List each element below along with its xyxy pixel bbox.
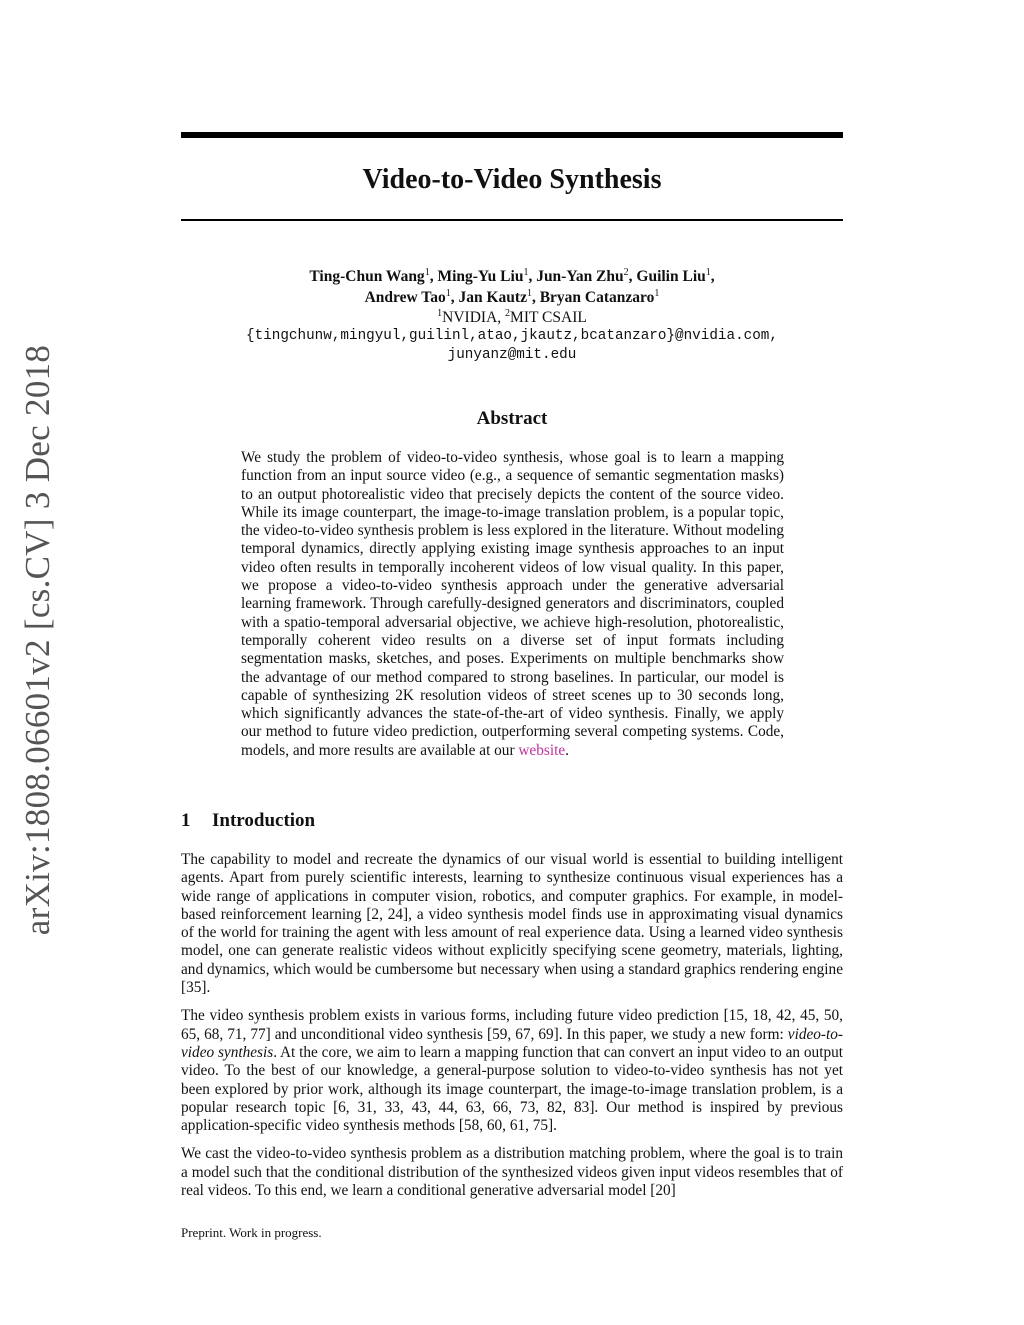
author-name: Guilin Liu [636, 268, 706, 285]
introduction-body [181, 851, 843, 1210]
author-name: Jun-Yan Zhu [536, 268, 624, 285]
author-name: Jan Kautz [458, 289, 527, 306]
email-line-2: junyanz@mit.edu [447, 347, 577, 363]
author-name: Bryan Catanzaro [539, 289, 655, 306]
title-rule-top [181, 132, 843, 138]
author-line-2: Andrew Tao$^1$, Jan Kautz$^1$, Bryan Catanzaro$^1$ [364, 287, 660, 306]
paper-title: Video-to-Video Synthesis [362, 164, 662, 195]
author-affiliation-mark: 1 [705, 266, 711, 278]
author-line-1: Ting-Chun Wang$^1$, Ming-Yu Liu$^1$, Jun-Yan Zhu$^2$, Guilin Liu$^1$, [309, 266, 715, 285]
affiliation-mark: 1 [437, 307, 443, 319]
website-link[interactable]: website [518, 741, 566, 759]
affiliation-nvidia: NVIDIA, [442, 309, 502, 326]
title-rule-bottom [181, 219, 843, 221]
section-heading-introduction [181, 808, 315, 834]
footer-note: Preprint. Work in progress. [181, 1225, 322, 1240]
author-affiliation-mark: 1 [445, 287, 451, 299]
author-affiliation-mark: 1 [526, 287, 532, 299]
section-number: 1 [181, 810, 191, 831]
paragraph-3: We cast the video-to-video synthesis problem as a distribution matching problem, where the goal is to train a model such that the conditional distribution of the synthesized videos given input videos resembles that of real videos. To this end, we learn a conditional generative adversarial model [20] [181, 1145, 843, 1200]
paragraph-2-end: . At the core, we aim to learn a mapping function that can convert an input video to an output video. To the best of our knowledge, a general-purpose solution to video-to-video synthesis has not yet been explored by prior work, although its image counterpart, the image-to-image translation problem, is a popular research topic [6, 31, 33, 43, 44, 63, 66, 73, 82, 83]. Our method is inspired by previous application-specific video synthesis methods [58, 60, 61, 75]. [181, 1043, 843, 1135]
paragraph-2-start: The video synthesis problem exists in various forms, including future video prediction [15, 18, 42, 45, 50, 65, 68, 71, 77] and unconditional video synthesis [59, 67, 69]. In this paper, we study a new form: [181, 1007, 843, 1043]
author-name: Ting-Chun Wang [309, 268, 425, 285]
abstract-heading: Abstract [476, 408, 548, 429]
author-affiliation-mark: 1 [424, 266, 430, 278]
affiliation-mark: 2 [505, 307, 511, 319]
author-name: Andrew Tao [364, 289, 446, 306]
affiliations [181, 308, 843, 327]
section-title: Introduction [212, 810, 316, 831]
author-affiliation-mark: 1 [523, 266, 529, 278]
abstract-end: . [565, 741, 569, 759]
arxiv-id-text: arXiv:1808.06601v2 [cs.CV] 3 Dec 2018 [18, 344, 57, 936]
author-name: Ming-Yu Liu [437, 268, 524, 285]
author-block [181, 266, 843, 365]
author-affiliation-mark: 1 [654, 287, 660, 299]
affiliation-mit: MIT CSAIL [510, 309, 587, 326]
paragraph-2-emphasis: video-to-video synthesis [181, 1025, 843, 1061]
email-line-1: {tingchunw,mingyul,guilinl,atao,jkautz,bcatanzaro}@nvidia.com, [246, 328, 778, 344]
author-affiliation-mark: 2 [623, 266, 629, 278]
paragraph-1: The capability to model and recreate the dynamics of our visual world is essential to building intelligent agents. Apart from purely scientific interests, learning to synthesize continuous visual experiences has a wide range of applications in computer vision, robotics, and computer graphics. For example, in model-based reinforcement learning [2, 24], a video synthesis model finds use in approximating visual dynamics of the world for training the agent with less amount of real experience data. Using a learned video synthesis model, one can generate realistic videos without explicitly specifying scene geometry, materials, lighting, and dynamics, which would be cumbersome but necessary when using a standard graphics rendering engine [35]. [181, 851, 843, 997]
paragraph-2 [181, 1007, 843, 1135]
abstract-text [241, 449, 784, 760]
abstract-body: We study the problem of video-to-video synthesis, whose goal is to learn a mapping function from an input source video (e.g., a sequence of semantic segmentation masks) to an output photorealistic video that precisely depicts the content of the source video. While its image counterpart, the image-to-image translation problem, is a popular topic, the video-to-video synthesis problem is less explored in the literature. Without modeling temporal dynamics, directly applying existing image synthesis approaches to an input video often results in temporally incoherent videos of low visual quality. In this paper, we propose a video-to-video synthesis approach under the generative adversarial learning framework. Through carefully-designed generators and discriminators, coupled with a spatio-temporal adversarial objective, we achieve high-resolution, photorealistic, temporally coherent video results on a diverse set of input formats including segmentation masks, sketches, and poses. Experiments on multiple benchmarks show the advantage of our method compared to strong baselines. In particular, our model is capable of synthesizing 2K resolution videos of street scenes up to 30 seconds long, which significantly advances the state-of-the-art of video synthesis. Finally, we apply our method to future video prediction, outperforming several competing systems. Code, models, and more results are available at our [241, 449, 784, 759]
